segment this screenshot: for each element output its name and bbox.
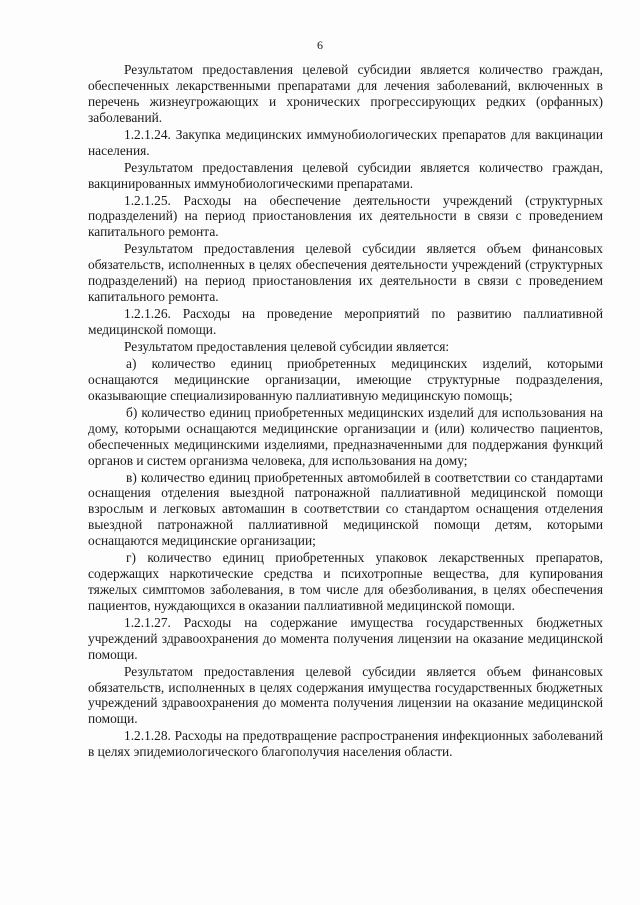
page-number: 6 <box>317 38 323 52</box>
document-body <box>88 62 603 761</box>
paragraph-1-2-1-27: 1.2.1.27. Расходы на содержание имущества государственных бюджетных учреждений здравоохранения до момента получения лицензии на оказание медицинской помощи. <box>88 614 603 662</box>
paragraph-item-b: б) количество единиц приобретенных медицинских изделий для использования на дому, которыми оснащаются медицинские организации и (или) количество пациентов, обеспеченных медицинскими изделиями, предназначенными для поддержания функций органов и систем организма человека, для использования на дому; <box>88 404 603 468</box>
paragraph-1-2-1-26: 1.2.1.26. Расходы на проведение мероприятий по развитию паллиативной медицинской помощи. <box>88 306 603 337</box>
paragraph-result-property-maintenance: Результатом предоставления целевой субсидии является объем финансовых обязательств, исполненных в целях содержания имущества государственных бюджетных учреждений здравоохранения до момента получения лицензии на оказание медицинской помощи. <box>88 663 603 727</box>
paragraph-result-vaccination: Результатом предоставления целевой субсидии является количество граждан, вакцинированных иммунобиологическими препаратами. <box>88 159 603 191</box>
paragraph-result-palliative-intro: Результатом предоставления целевой субсидии является: <box>124 338 450 354</box>
paragraph-item-a: а) количество единиц приобретенных медицинских изделий, которыми оснащаются медицинские организации, имеющие структурные подразделения, оказывающие специализированную паллиативную медицинскую помощь; <box>88 355 603 403</box>
paragraph-result-orphan-diseases: Результатом предоставления целевой субсидии является количество граждан, обеспеченных лекарственными препаратами для лечения заболеваний, включенных в перечень жизнеугрожающих и хронических прогрессирующих редких (орфанных) заболеваний. <box>88 62 603 125</box>
paragraph-1-2-1-28: 1.2.1.28. Расходы на предотвращение распространения инфекционных заболеваний в целях эпидемиологического благополучия населения области. <box>88 728 603 760</box>
paragraph-item-v: в) количество единиц приобретенных автомобилей в соответствии со стандартами оснащения отделения выездной патронажной паллиативной медицинской помощи взрослым и легковых автомашин в соответствии со стандартом оснащения отделения выездной патронажной паллиативной медицинской помощи детям, которыми оснащаются медицинские организации; <box>88 469 603 549</box>
paragraph-result-capital-repair: Результатом предоставления целевой субсидии является объем финансовых обязательств, исполненных в целях обеспечения деятельности учреждений (структурных подразделений) на период приостановления их деятельности в связи с проведением капитального ремонта. <box>88 241 603 305</box>
paragraph-1-2-1-24: 1.2.1.24. Закупка медицинских иммунобиологических препаратов для вакцинации населения. <box>88 126 603 158</box>
paragraph-1-2-1-25: 1.2.1.25. Расходы на обеспечение деятельности учреждений (структурных подразделений) на период приостановления их деятельности в связи с проведением капитального ремонта. <box>88 192 603 240</box>
paragraph-item-g: г) количество единиц приобретенных упаковок лекарственных препаратов, содержащих наркотические средства и психотропные вещества, для купирования тяжелых симптомов заболевания, в том числе для обезболивания, в целях обеспечения пациентов, нуждающихся в оказании паллиативной медицинской помощи. <box>88 550 603 613</box>
